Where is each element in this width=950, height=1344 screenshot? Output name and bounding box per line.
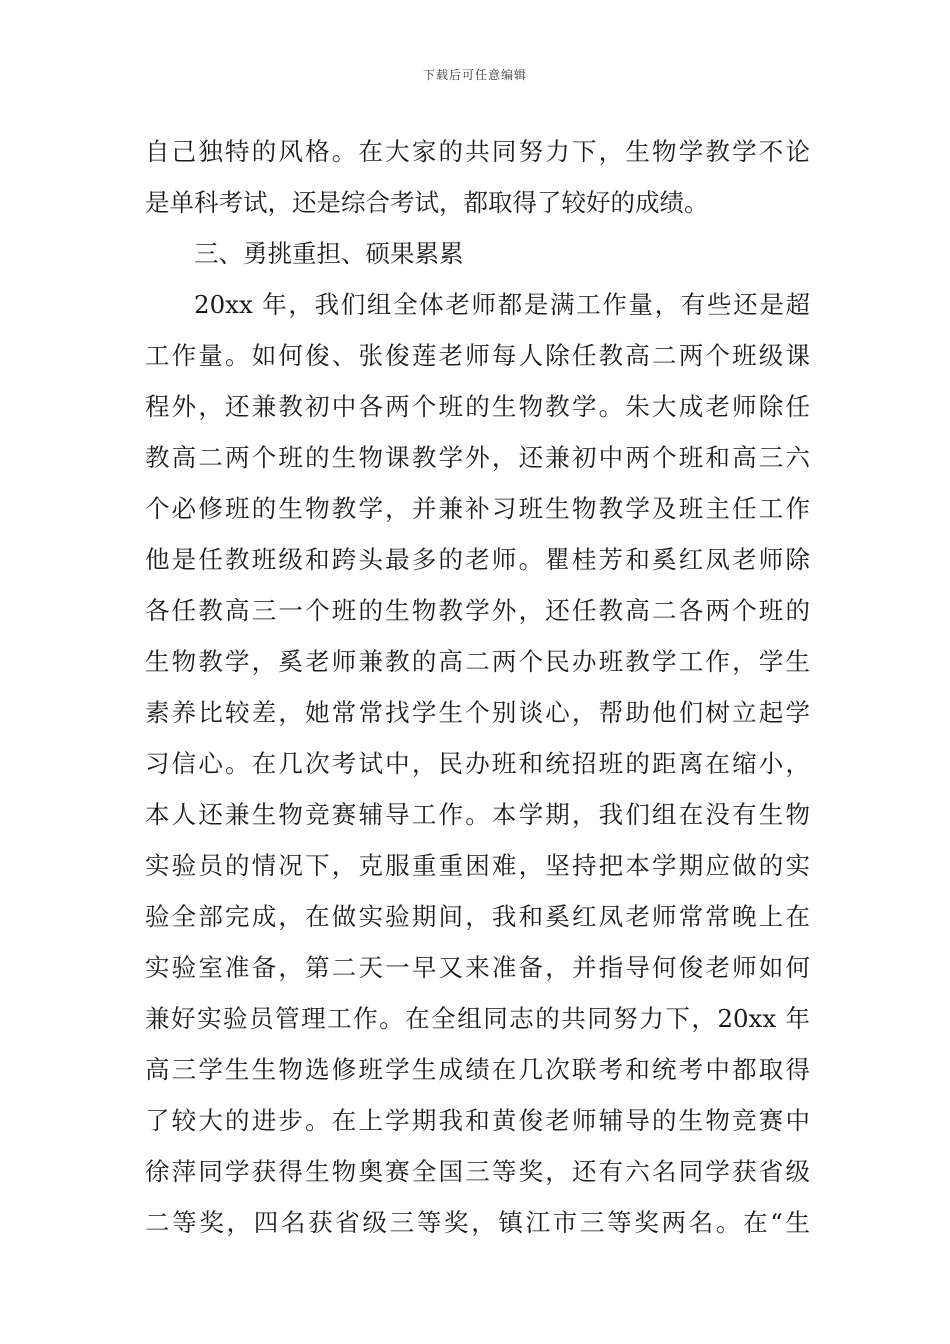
document-body — [145, 126, 810, 1248]
text-line: 自己独特的风格。在大家的共同努力下，生物学教学不论 — [145, 137, 810, 166]
text-line: 习信心。在几次考试中，民办班和统招班的距离在缩小， — [145, 749, 810, 778]
text-line: 各任教高三一个班的生物教学外，还任教高二各两个班的 — [145, 596, 810, 625]
text-line: 20xx 年，我们组全体老师都是满工作量，有些还是超 — [194, 290, 810, 319]
text-line: 素养比较差，她常常找学生个别谈心，帮助他们树立起学 — [145, 698, 810, 727]
text-line: 是单科考试，还是综合考试，都取得了较好的成绩。 — [145, 188, 709, 217]
section-heading: 三、勇挑重担、硕果累累 — [194, 239, 464, 268]
text-line: 实验室准备，第二天一早又来准备，并指导何俊老师如何 — [145, 953, 810, 982]
page-header: 下载后可任意编辑 — [422, 68, 527, 82]
text-line: 他是任教班级和跨头最多的老师。瞿桂芳和奚红凤老师除 — [145, 545, 810, 574]
text-line: 高三学生生物选修班学生成绩在几次联考和统考中都取得 — [145, 1055, 810, 1084]
text-line: 徐萍同学获得生物奥赛全国三等奖，还有六名同学获省级 — [145, 1157, 810, 1186]
text-line: 生物教学，奚老师兼教的高二两个民办班教学工作，学生 — [145, 647, 810, 676]
text-line: 教高二两个班的生物课教学外，还兼初中两个班和高三六 — [145, 443, 810, 472]
text-line: 工作量。如何俊、张俊莲老师每人除任教高二两个班级课 — [145, 341, 810, 370]
text-line: 二等奖，四名获省级三等奖，镇江市三等奖两名。在“生 — [145, 1208, 810, 1237]
text-line: 实验员的情况下，克服重重困难，坚持把本学期应做的实 — [145, 851, 810, 880]
text-line: 程外，还兼教初中各两个班的生物教学。朱大成老师除任 — [145, 392, 810, 421]
text-line: 本人还兼生物竞赛辅导工作。本学期，我们组在没有生物 — [145, 800, 810, 829]
text-line: 了较大的进步。在上学期我和黄俊老师辅导的生物竞赛中 — [145, 1106, 810, 1135]
text-line: 验全部完成，在做实验期间，我和奚红凤老师常常晚上在 — [145, 902, 810, 931]
text-line: 个必修班的生物教学，并兼补习班生物教学及班主任工作 — [145, 494, 810, 523]
text-line: 兼好实验员管理工作。在全组同志的共同努力下，20xx 年 — [145, 1004, 810, 1033]
